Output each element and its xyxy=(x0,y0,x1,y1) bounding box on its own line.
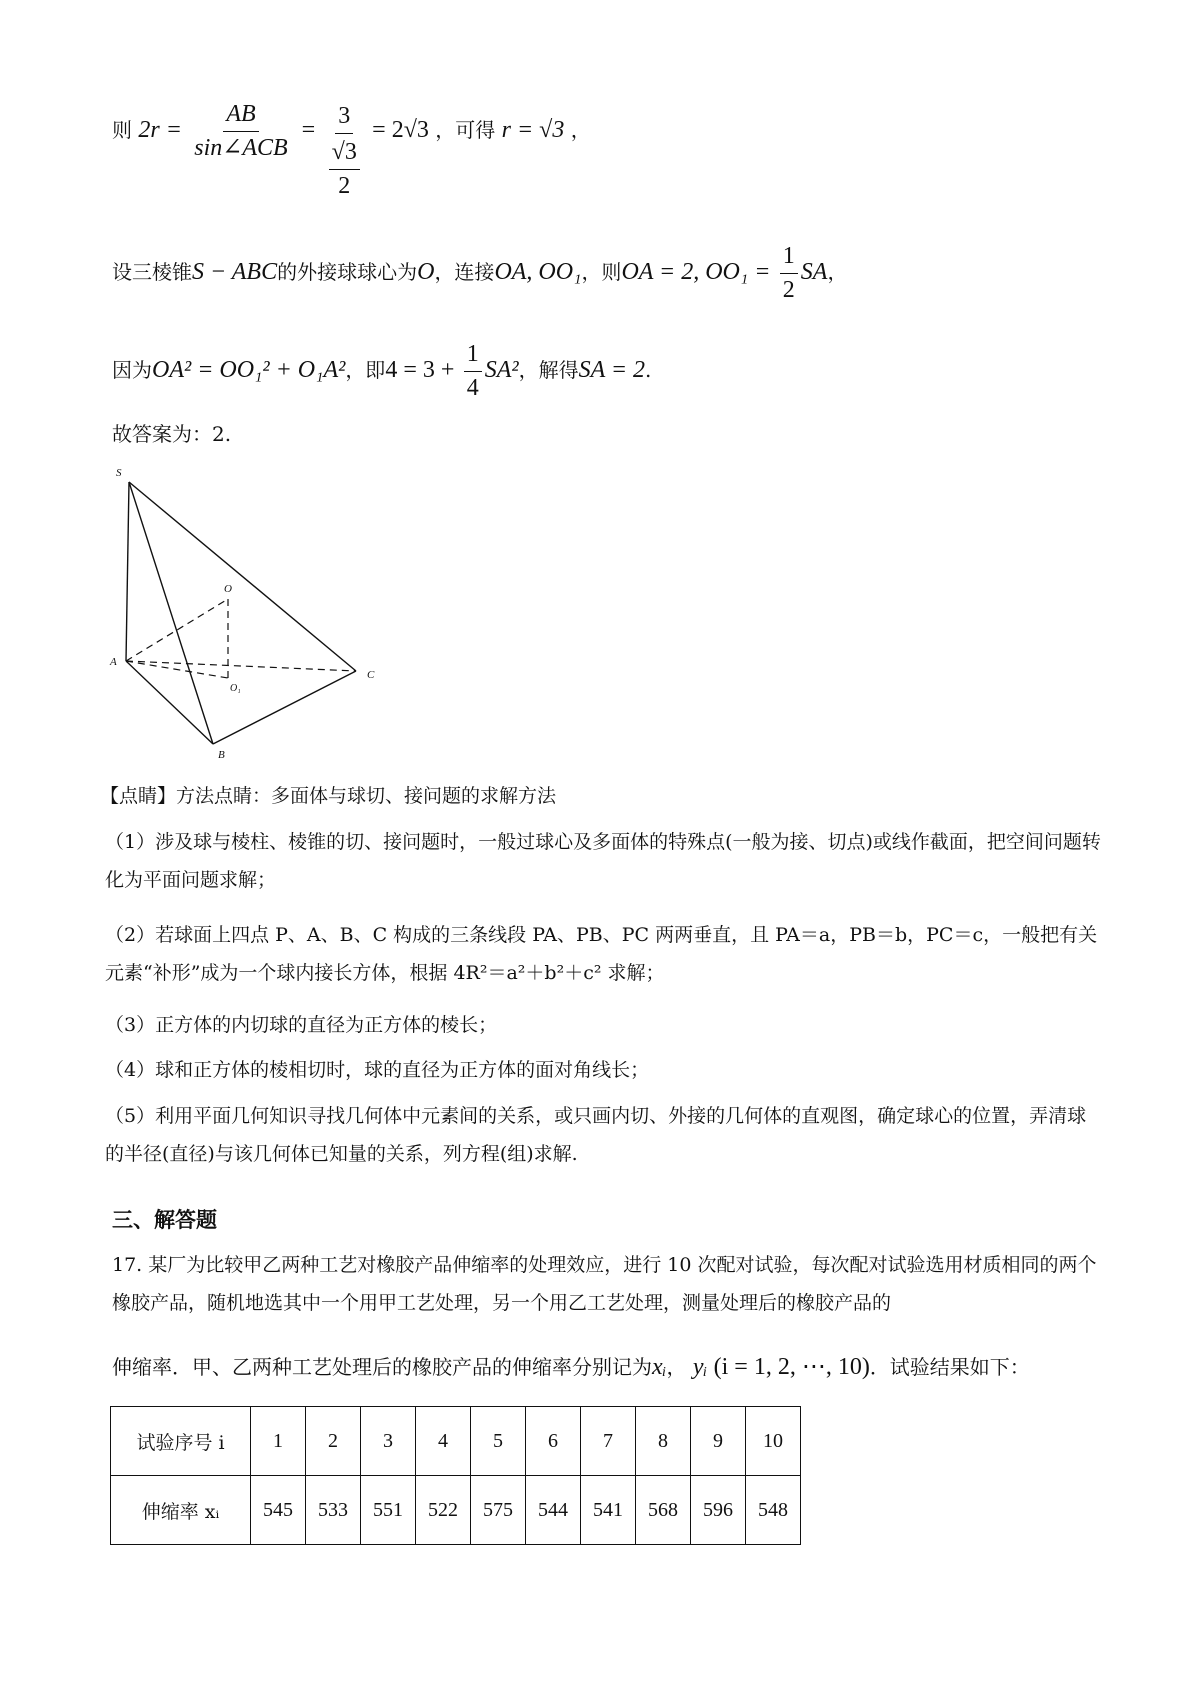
expr-segment: OA, OO₁ xyxy=(494,258,582,285)
table-row-index xyxy=(111,1407,801,1476)
text-segment: 因为 xyxy=(112,357,152,382)
table-cell: 3 xyxy=(361,1407,416,1476)
label-o: O xyxy=(224,583,232,595)
question-17-body: 17. 某厂为比较甲乙两种工艺对橡胶产品伸缩率的处理效应，进行 10 次配对试验，每次配对试验选用材质相同的两个橡胶产品，随机地选其中一个用甲工艺处理，另一个用乙工艺处理，测量处理后的橡胶产品的 xyxy=(112,1254,1097,1314)
table-cell: 548 xyxy=(746,1476,801,1545)
fraction-denominator: 2 xyxy=(782,276,795,303)
table-cell: 575 xyxy=(471,1476,526,1545)
fraction-numerator: 3 xyxy=(335,102,353,134)
table-cell: 8 xyxy=(636,1407,691,1476)
edge-sa xyxy=(126,482,129,661)
expr-segment: SA = 2 xyxy=(578,356,646,383)
table-row-values xyxy=(111,1476,801,1545)
table-header-index: 试验序号 i xyxy=(111,1407,251,1476)
fraction-three-over-root3-half xyxy=(326,102,363,200)
table-header-values: 伸缩率 xᵢ xyxy=(111,1476,251,1545)
results-table xyxy=(110,1406,801,1545)
table-cell: 544 xyxy=(526,1476,581,1545)
table-cell: 4 xyxy=(416,1407,471,1476)
table-cell: 568 xyxy=(636,1476,691,1545)
text-segment: 的外接球球心为 xyxy=(277,259,418,284)
label-o1: O₁ xyxy=(230,683,241,694)
table-cell: 6 xyxy=(526,1407,581,1476)
tip-item-5: （5）利用平面几何知识寻找几何体中元素间的关系，或只画内切、外接的几何体的直观图，确定球心的位置，弄清球的半径(直径)与该几何体已知量的关系，列方程(组)求解. xyxy=(105,1105,1087,1165)
formula-line-solve-sa xyxy=(112,340,651,403)
expr-segment: S − ABC xyxy=(192,258,278,285)
expr-segment: OA = 2, OO₁ = xyxy=(621,258,771,285)
text-segment: 设三棱锥 xyxy=(112,259,192,284)
tip-item-1: （1）涉及球与棱柱、棱锥的切、接问题时，一般过球心及多面体的特殊点(一般为接、切点)或线作截面，把空间问题转化为平面问题求解； xyxy=(105,831,1101,891)
table-cell: 541 xyxy=(581,1476,636,1545)
nested-fraction xyxy=(326,134,363,201)
fraction-numerator: AB xyxy=(223,100,258,132)
text-segment: ，解得 xyxy=(518,357,579,382)
text-mid: ，可得 xyxy=(435,117,496,142)
formula-line-sphere-center xyxy=(112,242,847,305)
fraction-one-half xyxy=(780,242,798,305)
table-cell: 9 xyxy=(691,1407,746,1476)
fraction-one-quarter xyxy=(464,340,482,403)
expr-segment: O xyxy=(417,258,435,285)
tip-title: 【点睛】方法点睛：多面体与球切、接问题的求解方法 xyxy=(100,785,557,807)
expr-rhs: = 2√3 xyxy=(372,116,429,143)
fraction-numerator: 1 xyxy=(780,242,798,274)
table-cell: 5 xyxy=(471,1407,526,1476)
pyramid-figure xyxy=(100,462,390,762)
fraction-ab-over-sin xyxy=(191,100,290,163)
table-cell: 10 xyxy=(746,1407,801,1476)
text-end: ， xyxy=(827,259,848,284)
fraction-denominator: 4 xyxy=(466,374,479,401)
table-cell: 522 xyxy=(416,1476,471,1545)
tip-item-3: （3）正方体的内切球的直径为正方体的棱长； xyxy=(105,1014,498,1036)
text-segment: 伸缩率．甲、乙两种工艺处理后的橡胶产品的伸缩率分别记为 xyxy=(112,1355,652,1379)
table-cell: 545 xyxy=(251,1476,306,1545)
expr-x-i: xᵢ xyxy=(652,1354,667,1380)
tip-item-2: （2）若球面上四点 P、A、B、C 构成的三条线段 PA、PB、PC 两两垂直，且 PA＝a，PB＝b，PC＝c，一般把有关元素“补形”成为一个球内接长方体，根据 4R²＝a²＋b²＋c² 求解； xyxy=(105,924,1098,984)
label-c: C xyxy=(367,669,375,681)
edge-sc xyxy=(129,482,356,671)
text-segment: ，连接 xyxy=(434,259,495,284)
fraction-denominator: sin∠ACB xyxy=(194,134,288,161)
tip-item-4: （4）球和正方体的棱相切时，球的直径为正方体的面对角线长； xyxy=(105,1059,650,1081)
edge-bc xyxy=(213,671,356,744)
label-a: A xyxy=(110,656,117,668)
table-cell: 551 xyxy=(361,1476,416,1545)
table-cell: 7 xyxy=(581,1407,636,1476)
nested-numerator: √3 xyxy=(329,138,360,170)
text-segment: ，即 xyxy=(345,357,386,382)
expr-eq: = xyxy=(300,116,317,143)
question-17-line xyxy=(112,1353,1030,1382)
expr-result: r = √3 xyxy=(501,116,565,143)
expr-segment: 4 = 3 + xyxy=(385,356,455,383)
text-end: . xyxy=(645,357,652,382)
text-segment: ，则 xyxy=(581,259,622,284)
section-heading: 三、解答题 xyxy=(112,1208,217,1232)
table-cell: 1 xyxy=(251,1407,306,1476)
text-segment: ， xyxy=(666,1355,687,1379)
expr-segment: SA² xyxy=(484,356,519,383)
table-cell: 596 xyxy=(691,1476,746,1545)
formula-line-radius xyxy=(112,100,591,200)
label-b: B xyxy=(218,749,225,761)
expr-range: (i = 1, 2, ⋯, 10) xyxy=(713,1354,870,1380)
text-end: ， xyxy=(570,117,591,142)
table-cell: 2 xyxy=(306,1407,361,1476)
answer-line: 故答案为：2. xyxy=(112,422,232,446)
label-s: S xyxy=(116,467,122,479)
expr-segment: OA² = OO₁² + O₁A² xyxy=(152,356,346,383)
fraction-numerator: 1 xyxy=(464,340,482,372)
expr-y-i: yᵢ xyxy=(692,1354,708,1380)
text-prefix: 则 xyxy=(112,117,132,142)
expr-lhs: 2r = xyxy=(138,116,182,143)
text-end: ．试验结果如下： xyxy=(869,1355,1030,1379)
edge-ac-hidden xyxy=(126,661,356,671)
table-cell: 533 xyxy=(306,1476,361,1545)
expr-segment: SA xyxy=(800,258,828,285)
nested-denominator: 2 xyxy=(338,172,351,199)
